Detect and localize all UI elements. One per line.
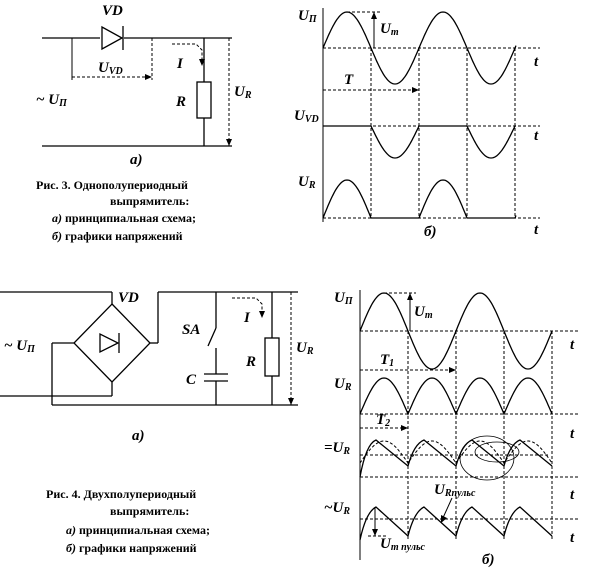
fig4-caption-line4: б) графики напряжений <box>66 541 197 555</box>
fig4-ripple-amp-arrow <box>372 529 378 536</box>
fig4-caption-line1: Рис. 4. Двухполупериодный <box>46 487 197 501</box>
fig4-period1-arrow-head <box>449 367 456 373</box>
fig3-t-label-3: t <box>534 222 539 238</box>
fig3-up-axis-label: UП <box>298 8 317 25</box>
fig4-caption-line2: выпрямитель: <box>110 504 190 518</box>
fig4-period2-label: T2 <box>376 412 391 429</box>
fig4-um-label: Um <box>414 304 433 321</box>
fig3-caption-line1: Рис. 3. Однополупериодный <box>36 178 188 192</box>
fig3-circuit <box>36 3 252 168</box>
fig3-um-arrow-head <box>371 12 377 19</box>
fig4-ur-arrow-head <box>288 398 294 405</box>
fig4-period2-arrow-head <box>401 425 408 431</box>
fig4-ac-axis-label: ~UR <box>324 500 351 517</box>
fig3-uvd-label: UVD <box>98 60 123 77</box>
fig3-resistor-symbol <box>197 82 211 118</box>
fig4-current-label: I <box>244 310 250 326</box>
fig3-source-label: ~ UП <box>36 92 67 109</box>
fig3-resistor-label: R <box>176 94 187 110</box>
fig3-part-b-label: б) <box>424 224 437 240</box>
fig4-ripple-amp-label: Um пульс <box>380 536 425 553</box>
fig4-bridge-label: VD <box>118 290 139 306</box>
fig4-period1-label: T1 <box>380 352 395 369</box>
fig4-graphs <box>324 290 580 568</box>
fig4-t-label-4: t <box>570 530 575 546</box>
fig4-caption <box>46 487 210 555</box>
fig4-dc-axis-label: =UR <box>324 440 351 457</box>
fig3-ur-label: UR <box>234 84 252 101</box>
fig3-ur-arrow-head <box>226 139 232 146</box>
fig4-resistor-symbol <box>265 338 279 376</box>
fig4-ripple-label: URпульс <box>434 482 476 499</box>
fig3-current-label: I <box>177 56 183 72</box>
fig4-resistor-label: R <box>246 354 257 370</box>
fig4-capacitor-label: C <box>186 372 197 388</box>
fig4-period-guides <box>408 331 552 540</box>
fig4-ur-label: UR <box>296 340 314 357</box>
fig3-um-label: Um <box>380 21 399 38</box>
fig4-circuit <box>0 290 314 444</box>
fig3-graphs <box>294 8 540 240</box>
fig4-t-label-1: t <box>570 337 575 353</box>
fig4-part-b-label: б) <box>482 552 495 568</box>
fig3-t-label-2: t <box>534 128 539 144</box>
fig4-source-label: ~ UП <box>4 338 35 355</box>
fig4-um-arrow-head <box>407 293 413 300</box>
fig3-caption-line2: выпрямитель: <box>110 194 190 208</box>
fig4-up-axis-label: UП <box>334 290 353 307</box>
fig3-uvd-axis-label: UVD <box>294 108 319 125</box>
fig4-current-arrow-head <box>259 311 265 318</box>
fig4-switch-label: SA <box>182 322 201 338</box>
fig3-period-label: T <box>344 72 354 88</box>
fig4-part-a-label: а) <box>132 428 145 444</box>
fig3-caption-line3: а) принципиальная схема; <box>52 211 196 225</box>
fig4-switch-blade <box>208 328 216 346</box>
fig3-ur-axis-label: UR <box>298 174 316 191</box>
fig4-caption-line3: а) принципиальная схема; <box>66 523 210 537</box>
fig3-diode-label: VD <box>102 3 123 19</box>
fig3-period-guides <box>371 48 515 218</box>
fig3-caption <box>36 178 196 243</box>
fig3-uvd-arrow-head <box>145 74 152 80</box>
fig3-caption-line4: б) графики напряжений <box>52 229 183 243</box>
fig3-t-label-1: t <box>534 54 539 70</box>
fig4-ur-axis-label: UR <box>334 376 352 393</box>
fig4-t-label-3: t <box>570 487 575 503</box>
fig4-t-label-2: t <box>570 426 575 442</box>
fig3-diode-symbol <box>102 26 123 50</box>
fig3-part-a-label: а) <box>130 152 143 168</box>
fig3-period-arrow-head <box>412 87 419 93</box>
